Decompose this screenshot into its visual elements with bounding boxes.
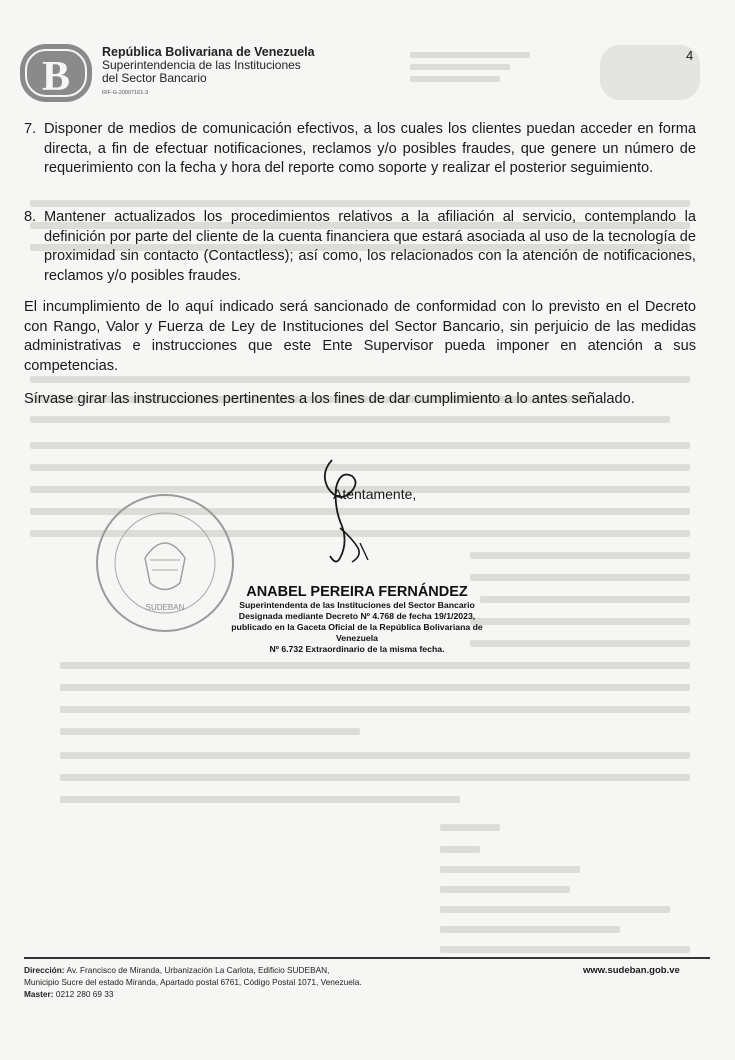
letterhead-line1: República Bolivariana de Venezuela [102, 45, 315, 59]
list-item-number: 8. [24, 209, 37, 225]
letterhead-line3: del Sector Bancario [102, 71, 207, 85]
body-paragraph: El incumplimiento de lo aquí indicado será sancionado de conformidad con lo previsto en el Decreto con Rango, Valor y Fuerza de Ley de Instituciones del Sector Bancario, sin perjuicio de las medidas administrativas e instrucciones que este Ente Supervisor pueda imponer en atención a sus competencias. [24, 299, 696, 374]
closing-salutation: Atentamente, [333, 486, 417, 502]
address-label: Dirección: [24, 965, 65, 975]
logo-letter: B [41, 54, 71, 100]
body-paragraph: Sírvase girar las instrucciones pertinentes a los fines de dar cumplimiento a lo antes señalado. [24, 391, 635, 407]
master-label: Master: [24, 989, 54, 999]
letterhead [102, 46, 315, 100]
list-item-text: Disponer de medios de comunicación efectivos, a los cuales los clientes puedan acceder en forma directa, a fin de efectuar notificaciones, reclamos y/o posibles fraudes, que genere un número de requerimiento con la fecha y hora del reporte como soporte y realizar el posterior seguimiento. [44, 121, 696, 177]
address-line1: Av. Francisco de Miranda, Urbanización La Carlota, Edificio SUDEBAN, [66, 965, 330, 975]
list-item [24, 208, 696, 286]
website-link[interactable]: www.sudeban.gob.ve [583, 965, 680, 976]
sudeban-logo [18, 40, 94, 106]
page-number: 4 [686, 48, 694, 63]
list-item [24, 120, 696, 179]
list-item-number: 7. [24, 121, 37, 137]
signatory-decree: Designada mediante Decreto Nº 4.768 de fecha 19/1/2023, [238, 611, 476, 621]
signatory-title: Superintendenta de las Instituciones del Sector Bancario [239, 600, 475, 610]
footer-address [24, 964, 362, 1000]
footer-divider [24, 957, 710, 959]
list-item-text: Mantener actualizados los procedimientos relativos a la afiliación al servicio, contemplando la definición por parte del cliente de la cuenta financiera que estará asociada al uso de la tecnología de proximidad sin contacto (Contactless); así como, los relacionados con la atención de notificaciones, reclamos y/o posibles fraudes. [44, 209, 696, 284]
address-line2: Municipio Sucre del estado Miranda, Apartado postal 6761, Código Postal 1071, Venezuela. [24, 977, 362, 987]
signatory-edition: Nº 6.732 Extraordinario de la misma fecha. [269, 644, 445, 654]
signatory-gazette: publicado en la Gaceta Oficial de la República Bolivariana de Venezuela [231, 622, 483, 643]
letterhead-ref: RIF-G-20007161-3 [102, 90, 149, 96]
signatory-name: ANABEL PEREIRA FERNÁNDEZ [246, 584, 468, 600]
stamp-label: SUDEBAN [145, 603, 185, 612]
handwritten-signature [290, 448, 410, 588]
letterhead-line2: Superintendencia de las Instituciones [102, 58, 301, 72]
signature-block [212, 584, 502, 655]
master-phone: 0212 280 69 33 [55, 989, 114, 999]
